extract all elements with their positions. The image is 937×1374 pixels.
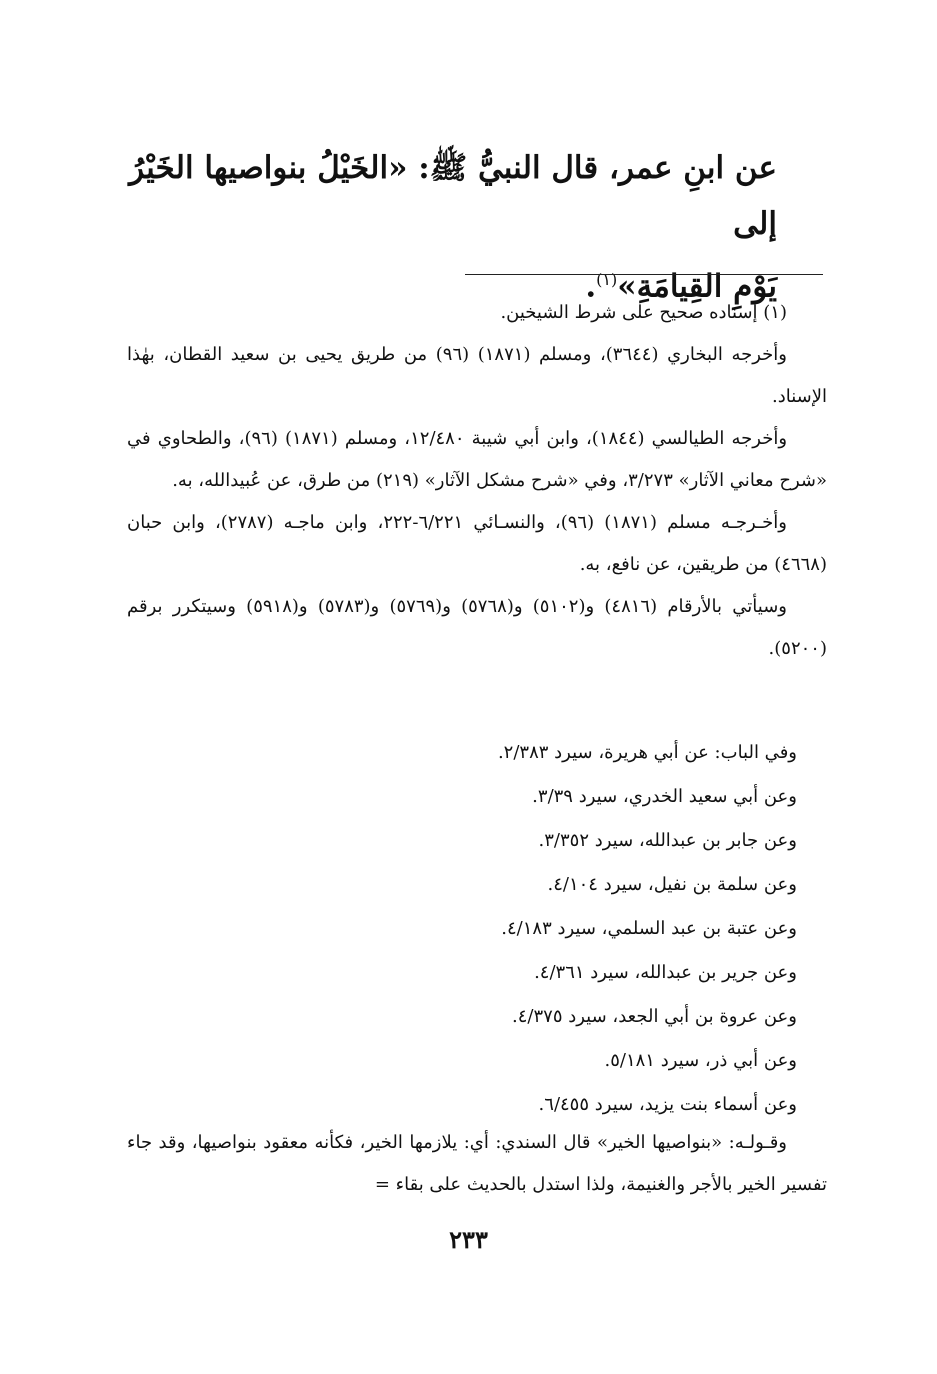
bab-reference: وعن أبي سعيد الخدري، سيرد ٣/٣٩.: [532, 786, 797, 807]
bab-reference: وعن أسماء بنت يزيد، سيرد ٦/٤٥٥.: [538, 1094, 797, 1115]
bab-reference: وعن عروة بن أبي الجعد، سيرد ٤/٣٧٥.: [512, 1006, 797, 1027]
footnote-paragraph: وأخرجه الطيالسي (١٨٤٤)، وابن أبي شيبة ١٢/٤٨٠، ومسلم (١٨٧١) (٩٦)، والطحاوي في «شرح معاني الآثار» ٣/٢٧٣، وفي «شرح مشكل الآثار» (٢١٩) من طرق، عن عُبيدالله، به.: [127, 428, 827, 491]
hadith-end-mark: .: [585, 268, 597, 305]
bab-reference: وعن جابر بن عبدالله، سيرد ٣/٣٥٢.: [538, 830, 797, 851]
bab-references-list: [277, 731, 797, 1127]
bab-reference: وعن جرير بن عبدالله، سيرد ٤/٣٦١.: [534, 962, 797, 983]
closing-note: [127, 1122, 827, 1206]
footnote-separator: [465, 274, 823, 275]
footnote-paragraph: وأخـرجـه مسلم (١٨٧١) (٩٦)، والنسـائي ٦/٢٢١-٢٢٢، وابن ماجـه (٢٧٨٧)، وابن حبان (٤٦٦٨) من طريقين، عن نافع، به.: [127, 512, 827, 575]
hadith-line-2-text: يَوْمِ القِيامَةِ»: [617, 268, 777, 305]
footnotes-block: [127, 292, 827, 670]
footnote-grading: (١) إسناده صحيح على شرط الشيخين.: [500, 302, 787, 323]
bab-reference: وفي الباب: عن أبي هريرة، سيرد ٢/٣٨٣.: [497, 742, 797, 763]
closing-note-text: وقـولـه: «بنواصيها الخير» قال السندي: أي: يلازمها الخير، فكأنه معقود بنواصيها، وقد جاء تفسير الخير بالأجر والغنيمة، ولذا استدل بالحديث على بقاء =: [127, 1132, 827, 1195]
hadith-text: [127, 140, 777, 314]
bab-reference: وعن أبي ذر، سيرد ٥/١٨١.: [604, 1050, 797, 1071]
footnote-marker: (١): [596, 270, 618, 289]
hadith-line-1: عن ابنِ عمر، قال النبيُّ ﷺ: «الخَيْلُ بنواصيها الخَيْرُ إلى: [129, 150, 777, 242]
bab-reference: وعن سلمة بن نفيل، سيرد ٤/١٠٤.: [547, 874, 797, 895]
page-number: ٢٣٣: [449, 1225, 488, 1254]
footnote-paragraph: وأخرجه البخاري (٣٦٤٤)، ومسلم (١٨٧١) (٩٦) من طريق يحيى بن سعيد القطان، بهٰذا الإسناد.: [127, 344, 827, 407]
footnote-paragraph: وسيأتي بالأرقام (٤٨١٦) و(٥١٠٢) و(٥٧٦٨) و(٥٧٦٩) و(٥٧٨٣) و(٥٩١٨) وسيتكرر برقم (٥٢٠٠).: [127, 596, 827, 659]
bab-reference: وعن عتبة بن عبد السلمي، سيرد ٤/١٨٣.: [501, 918, 797, 939]
